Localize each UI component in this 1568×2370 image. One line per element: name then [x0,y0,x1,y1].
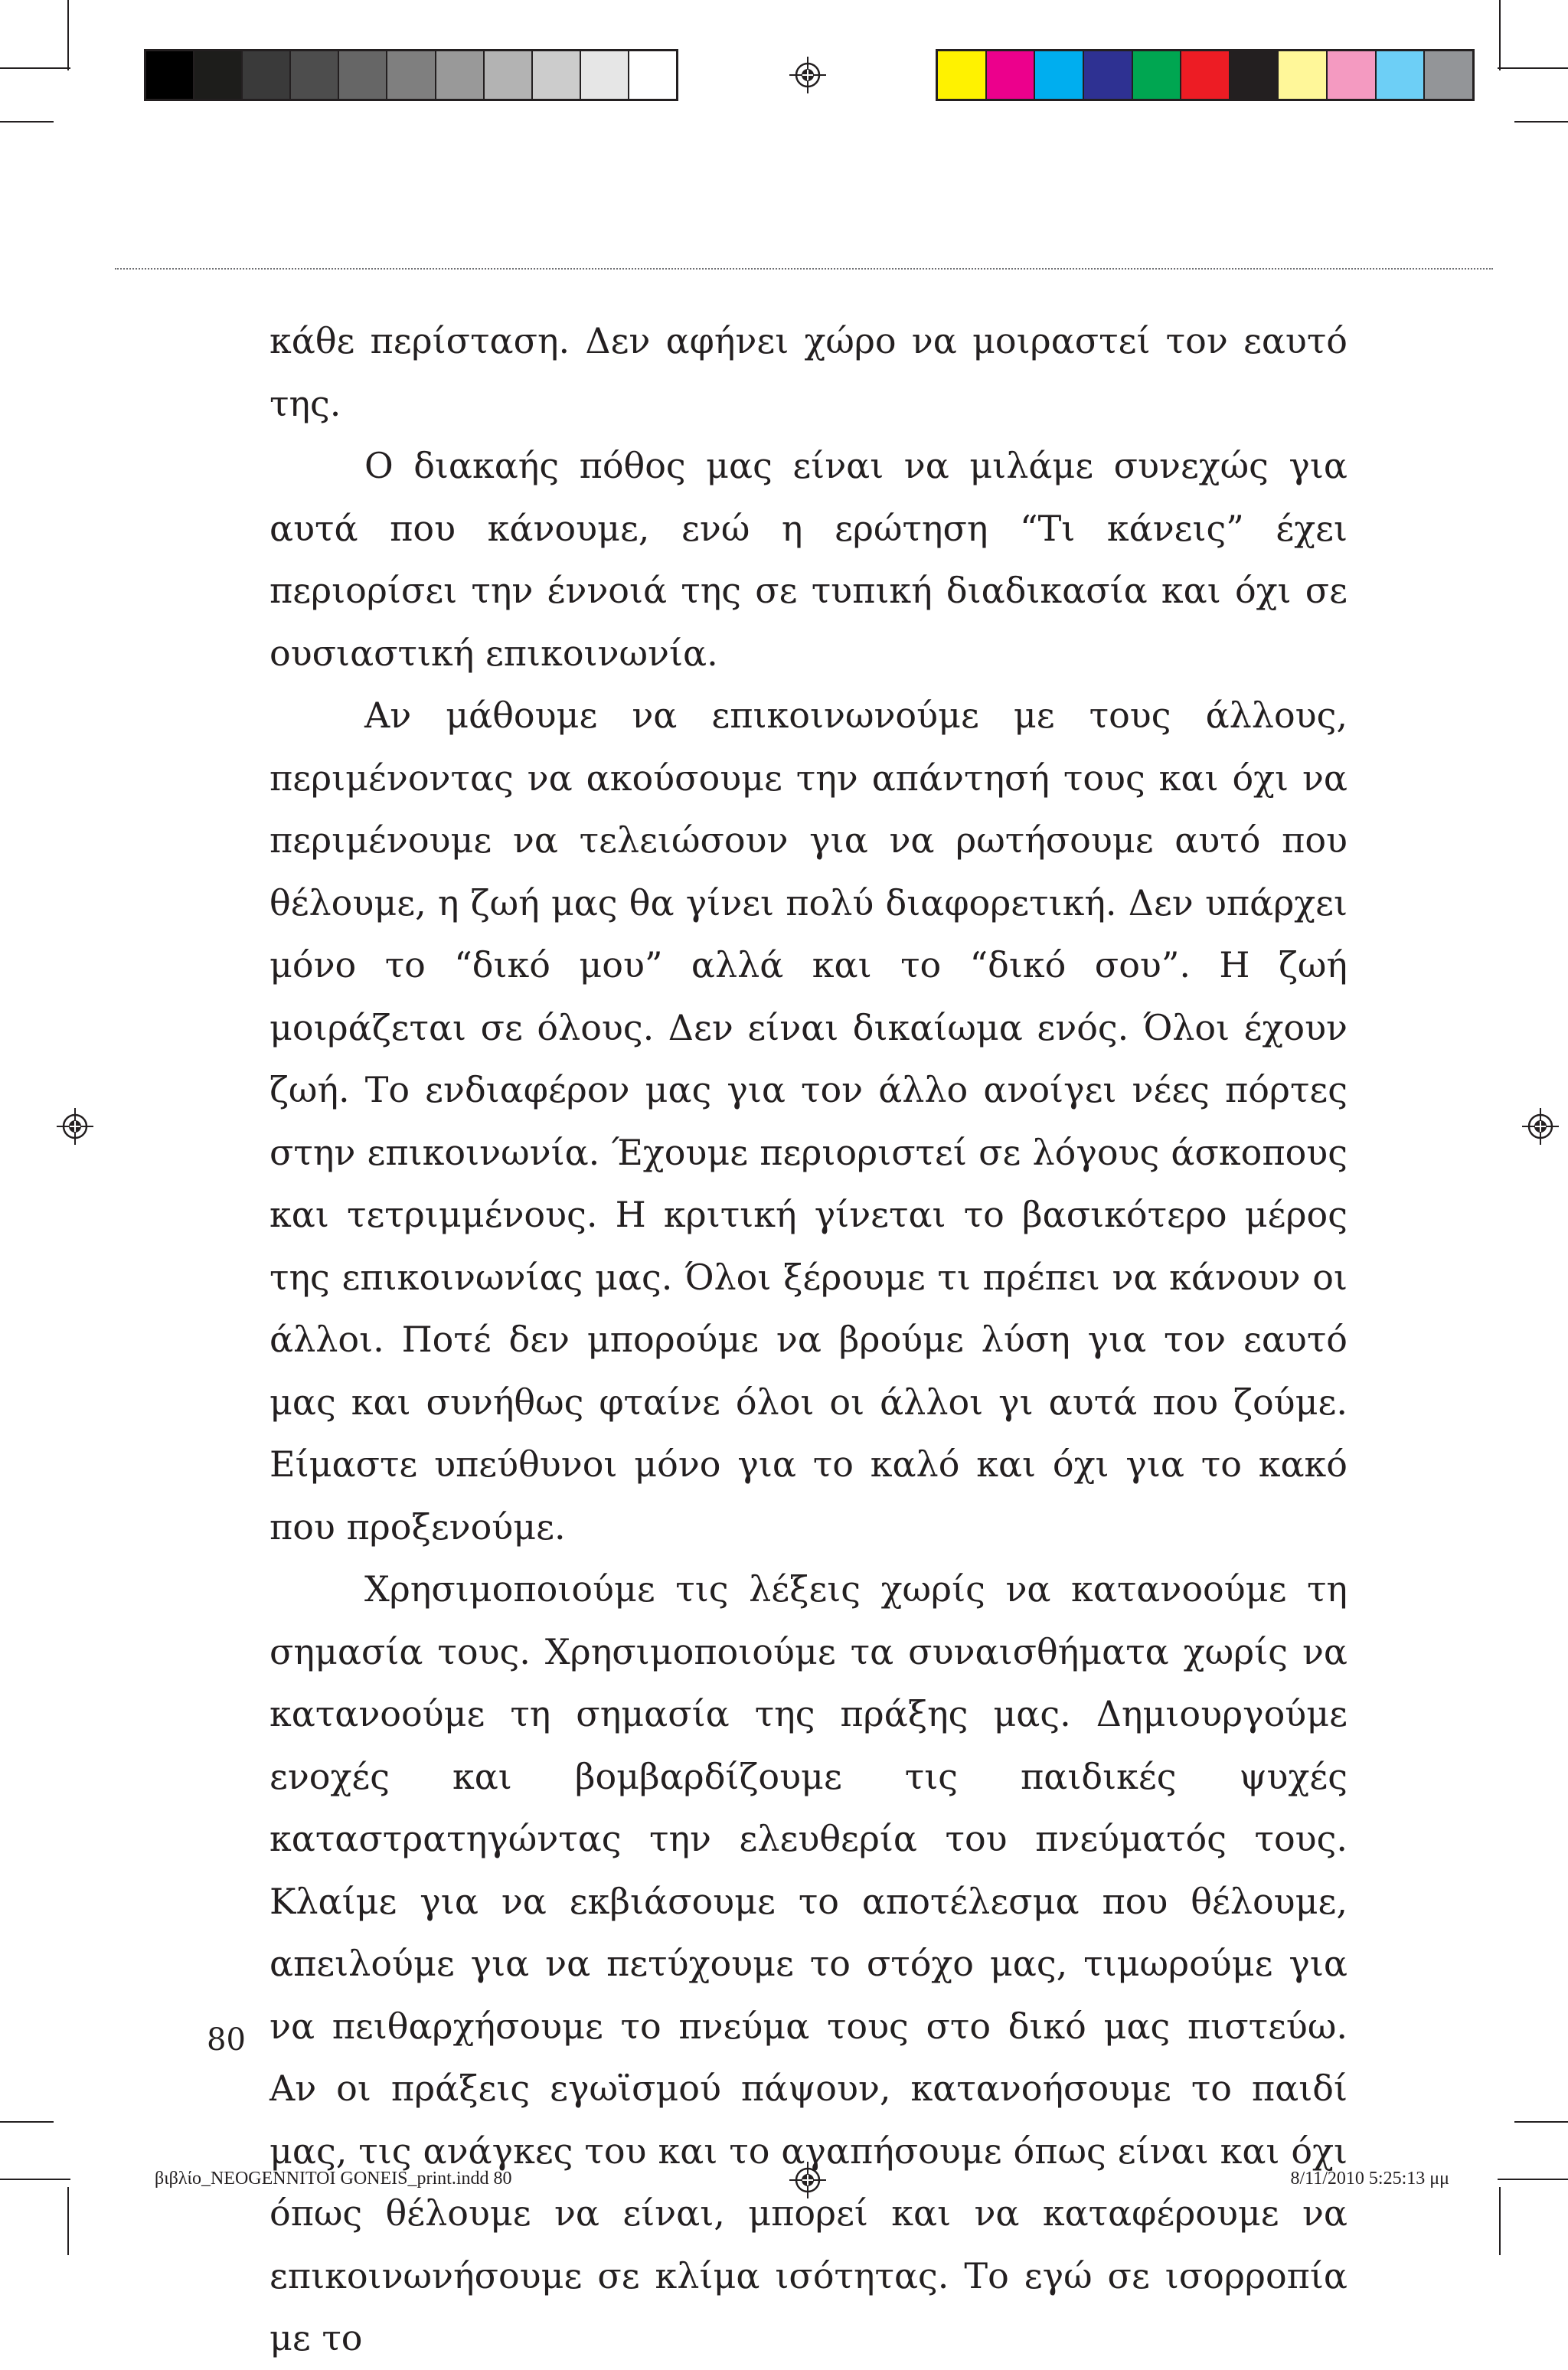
color-swatch [1084,51,1133,99]
color-swatch [1425,51,1472,99]
crop-mark [0,2179,70,2180]
registration-mark-icon [1522,1108,1559,1145]
grayscale-color-bar [144,49,678,101]
crop-mark [1514,2121,1568,2123]
header-dotted-rule [115,268,1493,270]
slug-filename: βιβλίο_NEOGENNITOI GONEIS_print.indd 80 [155,2169,512,2189]
color-swatch [1279,51,1328,99]
color-swatch [1133,51,1182,99]
crop-mark [67,0,69,70]
color-swatch [436,51,485,99]
color-swatch [629,51,676,99]
paragraph: Ο διακαής πόθος μας είναι να μιλάμε συνεχώς για αυτά που κάνουμε, ενώ η ερώτηση “Τι κάνεις” έχει περιορίσει την έννοιά της σε τυπική διαδικασία και όχι σε ουσιαστική επικοινωνία. [270,445,1348,674]
body-text [270,310,1348,2370]
process-color-bar [936,49,1475,101]
crop-mark [1498,67,1568,69]
crop-mark [67,2187,69,2255]
slug-timestamp: 8/11/2010 5:25:13 μμ [1290,2169,1449,2189]
color-swatch [1035,51,1084,99]
crop-mark [0,2121,54,2123]
crop-mark [1499,2187,1501,2255]
color-swatch [291,51,339,99]
color-swatch [339,51,387,99]
paragraph: κάθε περίσταση. Δεν αφήνει χώρο να μοιραστεί τον εαυτό της. [270,320,1348,424]
registration-mark-icon [789,57,826,93]
page-number: 80 [207,2022,246,2058]
color-swatch [243,51,291,99]
color-swatch [1328,51,1377,99]
color-swatch [1377,51,1426,99]
crop-mark [1498,2179,1568,2180]
paragraph: Χρησιμοποιούμε τις λέξεις χωρίς να κατανοούμε τη σημασία τους. Χρησιμοποιούμε τα συναισθήματα χωρίς να κατανοούμε τη σημασία της πράξης μας. Δημιουργούμε ενοχές και βομβαρδίζουμε τις παιδικές ψυχές καταστρατηγώντας την ελευθερία του πνεύματός τους. Κλαίμε για να εκβιάσουμε το αποτέλεσμα που θέλουμε, απειλούμε για να πετύχουμε το στόχο μας, τιμωρούμε για να πειθαρχήσουμε το πνεύμα τους στο δικό μας πιστεύω. Αν οι πράξεις εγωϊσμού πάψουν, κατανοήσουμε το παιδί μας, τις ανάγκες του και το αγαπήσουμε όπως είναι και όχι όπως θέλουμε να είναι, μπορεί και να καταφέρουμε να επικοινωνήσουμε σε κλίμα ισότητας. Το εγώ σε ισορροπία με το [270,1568,1348,2359]
color-swatch [581,51,629,99]
color-swatch [987,51,1036,99]
crop-mark [0,67,70,69]
color-swatch [1230,51,1279,99]
crop-mark [0,121,54,123]
color-swatch [146,51,194,99]
color-swatch [938,51,987,99]
color-swatch [485,51,533,99]
registration-mark-icon [57,1108,93,1145]
color-swatch [533,51,581,99]
crop-mark [1499,0,1501,70]
color-swatch [194,51,243,99]
crop-mark [1514,121,1568,123]
paragraph: Αν μάθουμε να επικοινωνούμε με τους άλλους, περιμένοντας να ακούσουμε την απάντησή τους και όχι να περιμένουμε να τελειώσουν για να ρωτήσουμε αυτό που θέλουμε, η ζωή μας θα γίνει πολύ διαφορετική. Δεν υπάρχει μόνο το “δικό μου” αλλά και το “δικό σου”. Η ζωή μοιράζεται σε όλους. Δεν είναι δικαίωμα ενός. Όλοι έχουν ζωή. Το ενδιαφέρον μας για τον άλλο ανοίγει νέες πόρτες στην επικοινωνία. Έχουμε περιοριστεί σε λόγους άσκοπους και τετριμμένους. Η κριτική γίνεται το βασικότερο μέρος της επικοινωνίας μας. Όλοι ξέρουμε τι πρέπει να κάνουν οι άλλοι. Ποτέ δεν μπορούμε να βρούμε λύση για τον εαυτό μας και συνήθως φταίνε όλοι οι άλλοι γι αυτά που ζούμε. Είμαστε υπεύθυνοι μόνο για το καλό και όχι για το κακό που προξενούμε. [270,695,1348,1548]
color-swatch [1181,51,1230,99]
color-swatch [387,51,436,99]
